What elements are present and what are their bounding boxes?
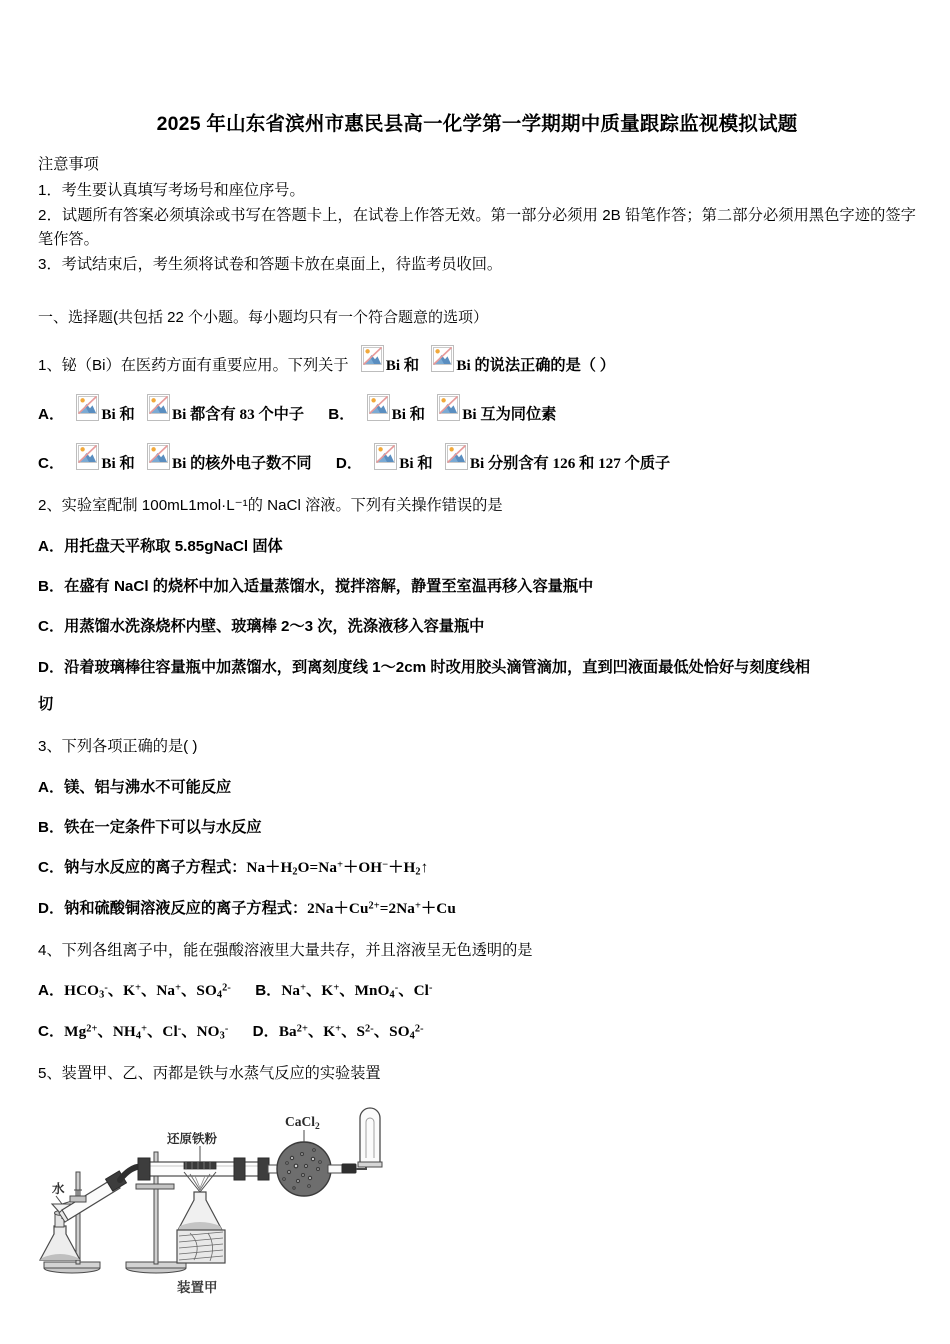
option-label-b: B． (38, 578, 65, 596)
option-a-text-1: Bi 和 (101, 405, 135, 423)
question-3-number: 3、 (38, 738, 62, 756)
option-label-b: B． (328, 405, 355, 423)
question-3-option-c (38, 856, 916, 880)
cacl2-drying-ball (277, 1130, 331, 1196)
notice-item-3: 3．考试结束后，考生须将试卷和答题卡放在桌面上，待监考员收回。 (38, 255, 503, 273)
inclined-tube (59, 1171, 126, 1222)
option-label-c: C． (38, 618, 65, 636)
broken-image-icon (76, 394, 99, 421)
option-c-ions: $Mg^{2+}$、$NH_4^+$、Cl-、$NO_3^-$ (64, 1022, 229, 1041)
option-b-text-2: Bi 互为同位素 (462, 405, 557, 423)
page-content (38, 0, 916, 1315)
question-2-option-d (38, 656, 916, 680)
question-2-text: 实验室配制 100mL1mol·L⁻¹的 NaCl 溶液。下列有关操作错误的是 (61, 497, 503, 515)
broken-image-icon (147, 443, 170, 470)
iron-powder (184, 1162, 216, 1169)
option-d-formula: $2Na+Cu^{2+}=2Na^++Cu$ (307, 899, 456, 917)
option-label-a: A． (38, 982, 65, 1000)
question-1-number: 1、 (38, 356, 62, 374)
option-a-text: 镁、铝与沸水不可能反应 (64, 778, 232, 796)
question-3-option-a (38, 776, 916, 800)
option-d-ions: $Ba^{2+}$、K+、$S^{2-}$、$SO_4^{2-}$ (278, 1022, 424, 1041)
option-a-ions: $HCO_3^-$、K+、Na+、$SO_4^{2-}$ (64, 982, 231, 1001)
broken-image-icon (437, 394, 460, 421)
question-1-stem (38, 345, 916, 378)
question-3-option-b (38, 816, 916, 840)
option-label-c: C． (38, 1022, 65, 1040)
question-2-option-a (38, 535, 916, 559)
broken-image-icon (76, 443, 99, 470)
option-label-d: D． (335, 455, 363, 473)
option-b-ions: Na+、K+、MnO$_4$-、Cl- (281, 982, 433, 1001)
option-c-text: 用蒸馏水洗涤烧杯内壁、玻璃棒 2～3 次，洗涤液移入容量瓶中 (64, 618, 485, 636)
left-clamp (70, 1190, 86, 1202)
option-label-a: A． (38, 405, 65, 423)
broken-image-icon (361, 345, 384, 372)
option-a-text-2: Bi 都含有 83 个中子 (171, 405, 305, 423)
question-3-text: 下列各项正确的是( ) (61, 738, 198, 756)
option-d-text-1: Bi 和 (399, 455, 433, 473)
option-b-text: 铁在一定条件下可以与水反应 (64, 818, 262, 836)
gas-collection-tube (358, 1108, 382, 1167)
option-c-formula: $Na+H_2O=Na^++OH^-+H_2↑$ (246, 859, 429, 878)
option-label-b: B． (255, 982, 282, 1000)
question-4-number: 4、 (38, 941, 62, 959)
question-4-options-row-1 (38, 979, 916, 1003)
option-a-text: 用托盘天平称取 5.85gNaCl 固体 (64, 537, 283, 555)
question-1-stem-after: Bi 的说法正确的是（ ） (456, 356, 615, 374)
option-c-text: 钠与水反应的离子方程式： (64, 859, 247, 877)
option-label-d: D． (38, 658, 65, 676)
question-4-options-row-2 (38, 1020, 916, 1044)
question-3-option-d (38, 897, 916, 921)
question-4-stem (38, 939, 916, 963)
option-d-text: 钠和硫酸铜溶液反应的离子方程式： (64, 899, 308, 917)
question-3-stem (38, 735, 916, 759)
question-2-option-b (38, 575, 916, 599)
broken-image-icon (445, 443, 468, 470)
option-label-d: D． (252, 1022, 279, 1040)
figure-caption: 装置甲 (177, 1280, 218, 1296)
question-1-stem-mid: Bi 和 (385, 356, 420, 374)
notice-heading: 注意事项 (38, 156, 99, 174)
option-b-text: 在盛有 NaCl 的烧杯中加入适量蒸馏水，搅拌溶解，静置至室温再移入容量瓶中 (64, 578, 594, 596)
option-label-d: D． (38, 899, 65, 917)
option-label-a: A． (38, 778, 65, 796)
option-c-text-1: Bi 和 (101, 455, 135, 473)
option-label-b: B． (38, 818, 65, 836)
question-2-option-c (38, 615, 916, 639)
option-c-text-2: Bi 的核外电子数不同 (171, 455, 312, 473)
alcohol-burner (177, 1192, 225, 1263)
figure-label-iron-powder: 还原铁粉 (167, 1132, 218, 1147)
section-heading: 一、选择题(共包括 22 个小题。每小题均只有一个符合题意的选项） (38, 308, 489, 326)
apparatus-figure (32, 1100, 402, 1315)
broken-image-icon (147, 394, 170, 421)
question-5-text: 装置甲、乙、丙都是铁与水蒸气反应的实验装置 (61, 1064, 381, 1082)
broken-image-icon (431, 345, 454, 372)
notice-block (38, 153, 916, 277)
question-1-stem-before: 铋（Bi）在医药方面有重要应用。下列关于 (61, 356, 349, 374)
question-1-options-row-2 (38, 443, 916, 476)
figure-label-cacl2: CaCl$_2$ (285, 1114, 320, 1133)
option-b-text-1: Bi 和 (391, 405, 425, 423)
option-d-text-2: Bi 分别含有 126 和 127 个质子 (469, 455, 671, 473)
question-1-options-row-1 (38, 394, 916, 427)
option-d-text: 沿着玻璃棒往容量瓶中加蒸馏水，到离刻度线 1～2cm 时改用胶头滴管滴加，直到凹液面最低处恰好与刻度线相 (64, 658, 811, 676)
broken-image-icon (367, 394, 390, 421)
option-label-c: C． (38, 859, 65, 877)
notice-item-1: 1．考生要认真填写考场号和座位序号。 (38, 182, 305, 199)
figure-label-water: 水 (52, 1182, 65, 1197)
question-5-stem (38, 1062, 916, 1086)
option-label-c: C． (38, 455, 65, 473)
question-2-number: 2、 (38, 497, 62, 515)
question-4-text: 下列各组离子中，能在强酸溶液里大量共存，并且溶液呈无色透明的是 (61, 941, 533, 959)
page-title: 2025 年山东省滨州市惠民县高一化学第一学期期中质量跟踪监视模拟试题 (156, 113, 798, 135)
question-5-number: 5、 (38, 1064, 62, 1082)
notice-item-2: 2．试题所有答案必须填涂或书写在答题卡上，在试卷上作答无效。第一部分必须用 2B 铅笔作答；第二部分必须用黑色字迹的签字笔作答。 (38, 206, 916, 249)
question-2-continuation: 切 (38, 696, 54, 713)
apparatus-diagram-svg (32, 1100, 402, 1300)
broken-image-icon (374, 443, 397, 470)
left-flask (40, 1211, 80, 1260)
option-label-a: A． (38, 537, 65, 555)
question-2-stem (38, 494, 916, 518)
